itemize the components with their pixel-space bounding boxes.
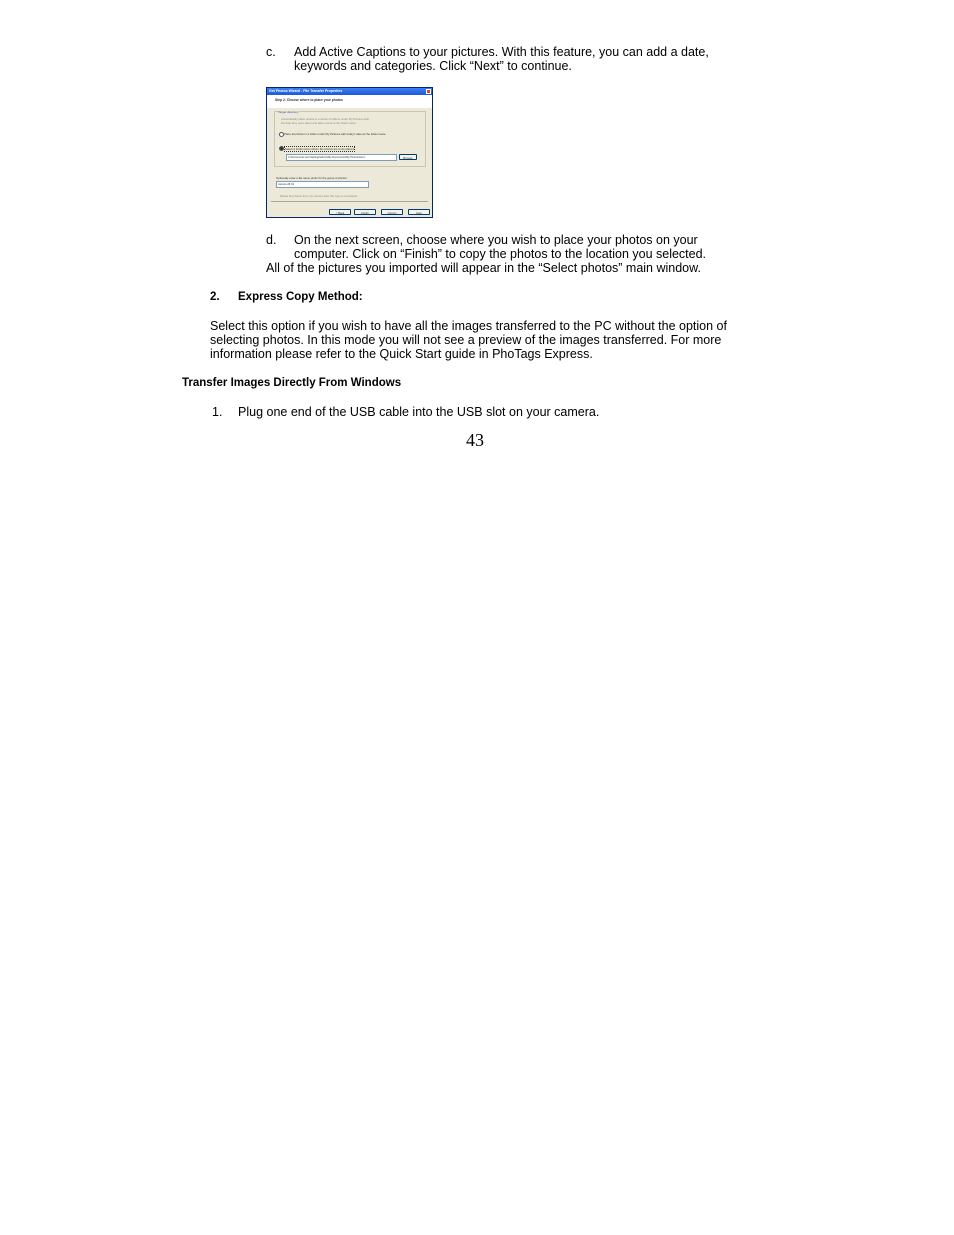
section3-heading: Transfer Images Directly From Windows	[182, 377, 402, 389]
back-button: < Back	[329, 209, 351, 215]
step-d-line2: computer. Click on “Finish” to copy the photos to the location you selected.	[294, 247, 707, 261]
wizard-dialog-screenshot	[266, 87, 433, 218]
target-directory-group	[274, 111, 426, 167]
browse-button: Browse	[399, 154, 417, 160]
cancel-button: Cancel	[381, 209, 403, 215]
group-label: Target directory	[278, 110, 299, 114]
group-text-2: the date they were taken and taken event to the folder name.	[281, 121, 357, 125]
section2-line1: Select this option if you wish to have all the images transferred to the PC without the option of	[210, 319, 727, 333]
section2-line2: selecting photos. In this mode you will not see a preview of the images transferred. For more	[210, 333, 722, 347]
name-prefix-input: camera 26 04	[276, 181, 369, 188]
help-button: Help	[408, 209, 430, 215]
dialog-title-bar	[267, 88, 432, 95]
close-icon	[426, 89, 431, 94]
section3-item1-number: 1.	[212, 405, 223, 419]
step-c-line2: keywords and categories. Click “Next” to continue.	[294, 59, 572, 73]
group-text-1: Automatically place photos in a series of folders under My Pictures with	[281, 117, 370, 121]
dialog-step-heading: Step 2: Choose where to place your photos	[267, 95, 432, 108]
step-c-label: c.	[266, 45, 276, 59]
step-d-line1: On the next screen, choose where you wish to place your photos on your	[294, 233, 698, 247]
page-number: 43	[466, 430, 484, 450]
step-d-label: d.	[266, 233, 277, 247]
step-d-line3: All of the pictures you imported will appear in the “Select photos” main window.	[266, 261, 701, 275]
step-c-line1: Add Active Captions to your pictures. With this feature, you can add a date,	[294, 45, 709, 59]
dialog-separator	[271, 201, 428, 202]
section2-heading: Express Copy Method:	[238, 291, 363, 303]
section3-item1-text: Plug one end of the USB cable into the USB slot on your camera.	[238, 405, 600, 419]
section2-number: 2.	[210, 291, 220, 303]
section2-line3: information please refer to the Quick Start guide in PhoTags Express.	[210, 347, 593, 361]
delete-checkbox-label: Delete the photos from my camera after the copy is completed	[280, 194, 358, 198]
finish-button: Finish	[354, 209, 376, 215]
path-input: C:\Documents and Settings\admin\My Documents\My Pictures\com	[286, 154, 397, 161]
option2-label: Select a folder name where the photos are to be placed	[285, 147, 354, 151]
option1-label: Place all photos in a folder under My Pictures with today's date as the folder name	[284, 132, 386, 136]
name-prefix-label: Optionally enter a file name prefix for the group of photos:	[276, 176, 348, 180]
dialog-title: Get Photos Wizard - File Transfer Properties	[269, 89, 343, 93]
